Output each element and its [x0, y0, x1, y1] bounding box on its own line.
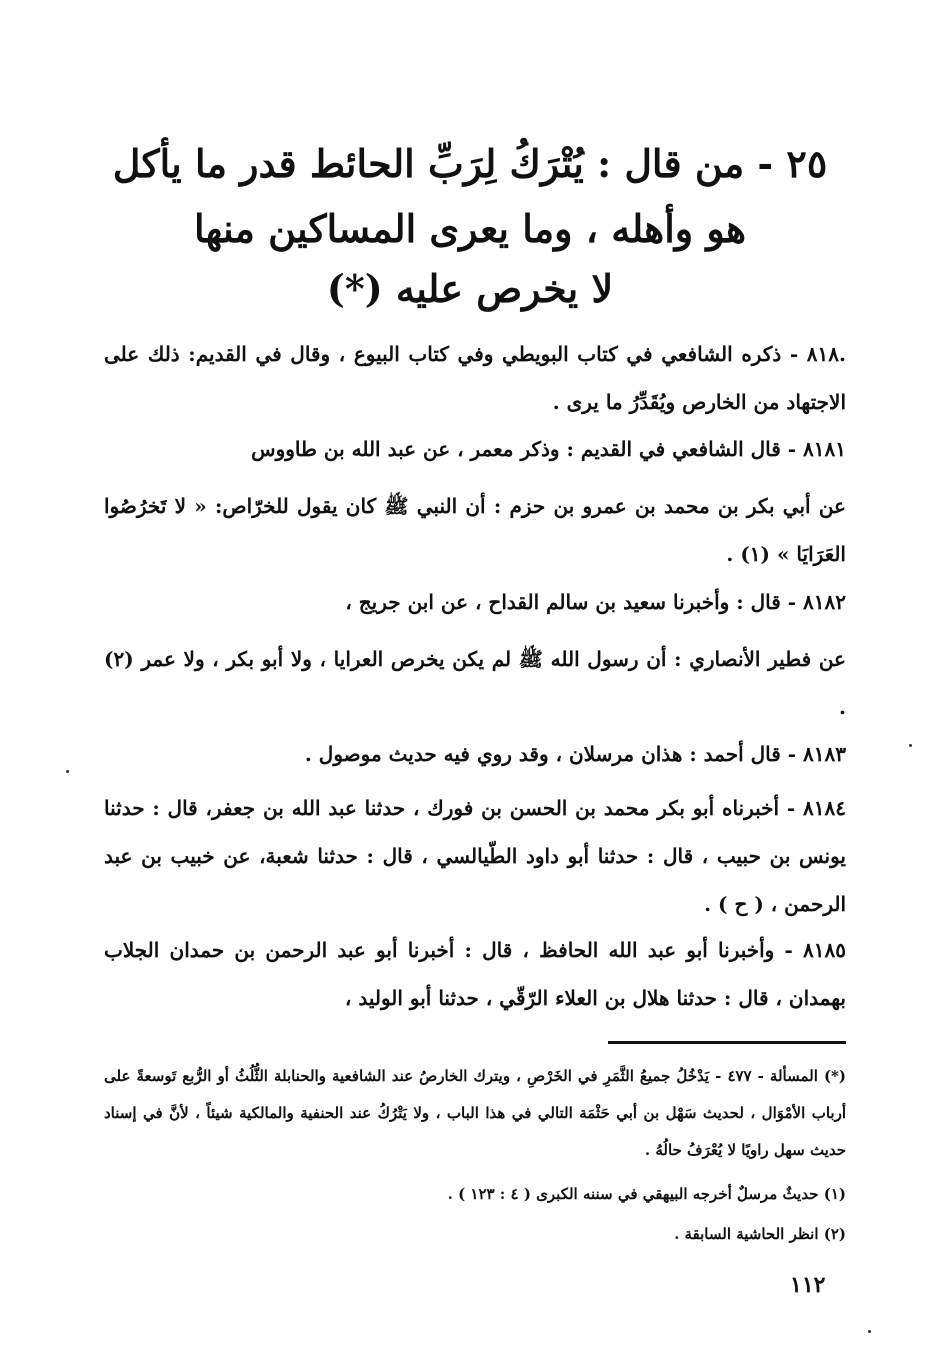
- paragraph-8181-intro: ٨١٨١ - قال الشافعي في القديم : وذكر معمر ، عن عبد الله بن طاووس: [251, 437, 846, 461]
- paragraph-8184: ٨١٨٤ - أخبرناه أبو بكر محمد بن الحسن بن فورك ، حدثنا عبد الله بن جعفر، قال : حدثنا يونس بن حبيب ، قال : حدثنا أبو داود الطّيالسي ، قال : حدثنا شعبة، عن خبيب بن عبد الرحمن ، ( ح ) .: [104, 796, 846, 916]
- chapter-title-line-2: هو وأهله ، وما يعرى المساكين منها: [193, 206, 747, 251]
- footnote-2: (٢) انظر الحاشية السابقة .: [674, 1225, 846, 1243]
- chapter-title-line-3: لا يخرص عليه (*): [326, 266, 614, 311]
- paragraph-8182-intro: ٨١٨٢ - قال : وأخبرنا سعيد بن سالم القداح ، عن ابن جريج ،: [345, 590, 846, 614]
- paragraph-8180: .٨١٨ - ذكره الشافعي في كتاب البويطي وفي كتاب البيوع ، وقال في القديم: ذلك على الاجتهاد من الخارص ويُقَدِّرُ ما يرى .: [104, 342, 846, 414]
- footnote-divider: [608, 1041, 846, 1044]
- paragraph-8185: ٨١٨٥ - وأخبرنا أبو عبد الله الحافظ ، قال : أخبرنا أبو عبد الرحمن بن حمدان الجلاب بهمدان ، قال : حدثنا هلال بن العلاء الرّقّي ، حدثنا أبو الوليد ،: [104, 938, 846, 1010]
- paragraph-8183: ٨١٨٣ - قال أحمد : هذان مرسلان ، وقد روي فيه حديث موصول .: [304, 742, 846, 766]
- scan-speck: [868, 1330, 871, 1333]
- chapter-title-line-1: ٢٥ - من قال : يُتْرَكُ لِرَبِّ الحائط قدر ما يأكل: [112, 141, 828, 186]
- footnote-star: (*) المسألة - ٤٧٧ - يَدْخُلُ جميعُ الثَّمَرِ في الخَرْصِ ، ويترك الخارصُ عند الشافعية والحنابلة الثُّلُثُ أو الرُّبع تَوسعةً على أرباب الأمْوَال ، لحديث سَهْل بن أبي حَثْمَة التالي في هذا الباب ، ولا يَتْرُكُ عند الحنفية والمالكية شيئاً ، لأنَّ في إسناد حديث سهل راويًا لا يُعْرَفُ حالُهُ .: [104, 1067, 847, 1159]
- paragraph-8182-text: عن فطير الأنصاري : أن رسول الله ﷺ لم يكن يخرص العرايا ، ولا أبو بكر ، ولا عمر (٢) .: [104, 647, 846, 719]
- scan-speck: [66, 770, 69, 773]
- paragraph-8181-text: عن أبي بكر بن محمد بن عمرو بن حزم : أن النبي ﷺ كان يقول للخرّاص: « لا تَخرُصُوا العَرَايَا » (١) .: [104, 494, 846, 566]
- scan-speck: [909, 744, 912, 747]
- footnote-1: (١) حديثٌ مرسلٌ أخرجه البيهقي في سننه الكبرى ( ٤ : ١٢٣ ) .: [447, 1185, 846, 1203]
- page-number: ١١٢: [790, 1272, 826, 1298]
